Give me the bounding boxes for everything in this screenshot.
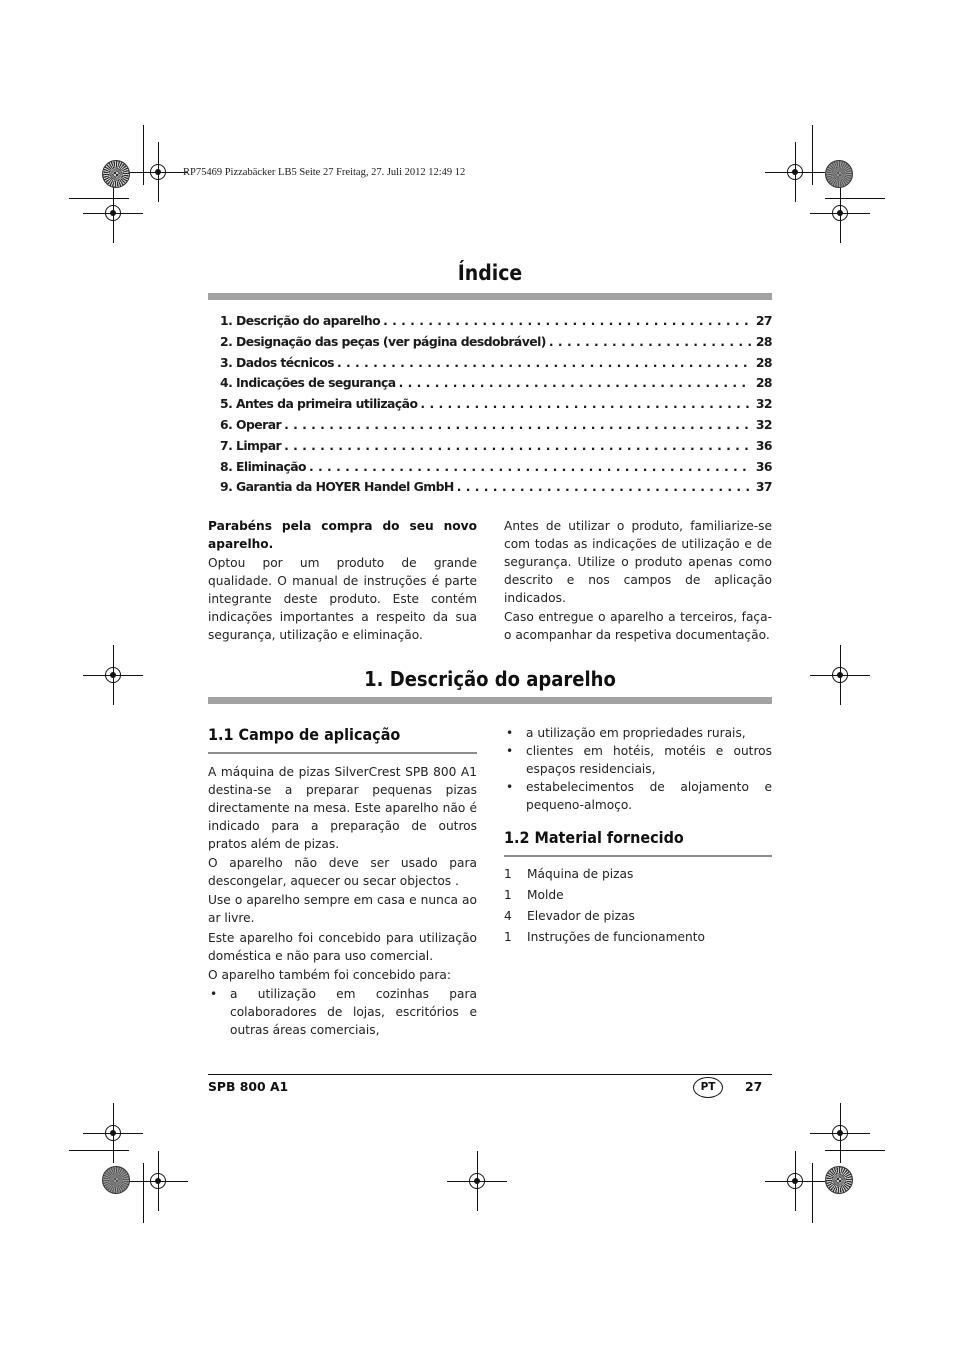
toc-entry-page: 36 [755,437,772,453]
item-name: Instruções de funcionamento [527,930,705,944]
toc-entry[interactable] [220,373,772,394]
item-quantity: 4 [504,909,512,923]
toc-entry-page: 28 [755,375,772,391]
intro-paragraph: Optou por um produto de grande qualidade. O manual de instruções é parte integrante deste produto. Este contém indicações importantes a respeito da sua segurança, utilização e eliminação. [208,556,477,642]
toc-entry-label: 2. Designação das peças (ver página desdobrável) [220,333,546,349]
toc-entry[interactable] [220,394,772,415]
footer-model: SPB 800 A1 [208,1079,289,1094]
supplied-item [504,927,772,948]
item-quantity: 1 [504,888,512,902]
usage-paragraph: O aparelho também foi concebido para: [208,967,451,982]
page-number: 27 [745,1079,763,1094]
toc-leader-dots [549,332,751,353]
supplied-item [504,906,772,927]
item-name: Elevador de pizas [527,909,635,923]
usage-paragraph: Este aparelho foi concebido para utilização doméstica e não para uso comercial. [208,930,477,963]
usage-paragraph: Use o aparelho sempre em casa e nunca ao ar livre. [208,893,477,926]
usage-bullets-continued [504,725,772,815]
intro-paragraph: Antes de utilizar o produto, familiarize-se com todas as indicações de utilização e de segurança. Utilize o produto apenas como descrito e nos campos de aplicação indicados. [504,519,772,605]
toc-leader-dots [309,457,751,478]
bullet-item: • estabelecimentos de alojamento e pequeno-almoço. [504,779,772,815]
toc-leader-dots [383,311,751,332]
bullet-item: • clientes em hotéis, motéis e outros espaços residenciais, [504,743,772,779]
crop-mark-line [69,198,129,199]
toc-entry[interactable] [220,332,772,353]
printer-slug-line: RP75469 Pizzabäcker LB5 Seite 27 Freitag, 27. Juli 2012 12:49 12 [183,167,466,178]
section-title-rule [208,697,772,704]
toc-leader-dots [284,436,751,457]
supplied-items-list [504,864,772,948]
toc-leader-dots [284,415,751,436]
toc-entry[interactable] [220,311,772,332]
intro-heading: Parabéns pela compra do seu novo aparelho. [208,519,477,551]
crop-mark-line [825,1150,885,1151]
toc-entry-page: 36 [755,458,772,474]
crop-mark-line [143,125,144,185]
toc-leader-dots [337,353,751,374]
toc-entry[interactable] [220,457,772,478]
color-calibration-star-icon [102,160,130,188]
index-title: Índice [457,261,523,285]
crop-mark-line [69,1150,129,1151]
toc-entry-label: 5. Antes da primeira utilização [220,396,418,412]
toc-entry-label: 6. Operar [220,416,282,432]
toc-entry-page: 37 [755,479,772,495]
toc-entry-label: 8. Eliminação [220,458,307,474]
usage-paragraph: O aparelho não deve ser usado para descongelar, aquecer ou secar objectos . [208,856,477,888]
usage-bullet-list [208,986,477,1040]
crop-mark-line [143,1163,144,1223]
item-name: Máquina de pizas [527,867,634,881]
toc-leader-dots [457,477,751,498]
intro-right-column [504,518,772,646]
bullet-item: • a utilização em propriedades rurais, [504,725,772,743]
item-name: Molde [527,888,564,902]
toc-leader-dots [399,373,751,394]
subsection-title: 1.2 Material fornecido [504,828,684,847]
crop-mark-line [812,125,813,185]
table-of-contents [220,311,772,498]
color-calibration-star-icon [102,1166,130,1194]
language-badge: PT [693,1077,723,1098]
section-title: 1. Descrição do aparelho [364,667,616,691]
toc-leader-dots [420,394,751,415]
toc-entry-page: 32 [755,396,772,412]
toc-entry-label: 7. Limpar [220,437,282,453]
toc-entry-label: 4. Indicações de segurança [220,375,396,391]
supplied-item [504,864,772,885]
supplied-item [504,885,772,906]
bullet-item: • a utilização em cozinhas para colaboradores de lojas, escritórios e outras áreas comerciais, [208,986,477,1040]
usage-bullet-list [504,725,772,815]
color-calibration-star-icon [825,160,853,188]
intro-left-column [208,518,477,646]
toc-entry-label: 9. Garantia da HOYER Handel GmbH [220,479,454,495]
footer-rule [208,1074,772,1075]
subsection-rule [208,752,477,754]
toc-entry-label: 1. Descrição do aparelho [220,313,381,328]
toc-entry[interactable] [220,436,772,457]
toc-entry-page: 27 [755,313,772,328]
subsection-title: 1.1 Campo de aplicação [208,725,401,744]
subsection-rule [504,855,772,857]
crop-mark-line [825,198,885,199]
toc-entry-page: 28 [755,354,772,370]
toc-entry-page: 28 [755,333,772,349]
index-title-rule [208,293,772,300]
item-quantity: 1 [504,867,512,881]
color-calibration-star-icon [825,1166,853,1194]
item-quantity: 1 [504,930,512,944]
usage-paragraph: A máquina de pizas SilverCrest SPB 800 A1 destina-se a preparar pequenas pizas directamente na mesa. Este aparelho não é indicado para a preparação de outros pratos além de pizas. [208,765,477,851]
toc-entry-page: 32 [755,416,772,432]
toc-entry[interactable] [220,415,772,436]
toc-entry[interactable] [220,477,772,498]
usage-text [208,764,477,1040]
crop-mark-line [812,1163,813,1223]
intro-paragraph: Caso entregue o aparelho a terceiros, faça-o acompanhar da respetiva documentação. [504,610,772,642]
toc-entry[interactable] [220,353,772,374]
toc-entry-label: 3. Dados técnicos [220,354,334,370]
